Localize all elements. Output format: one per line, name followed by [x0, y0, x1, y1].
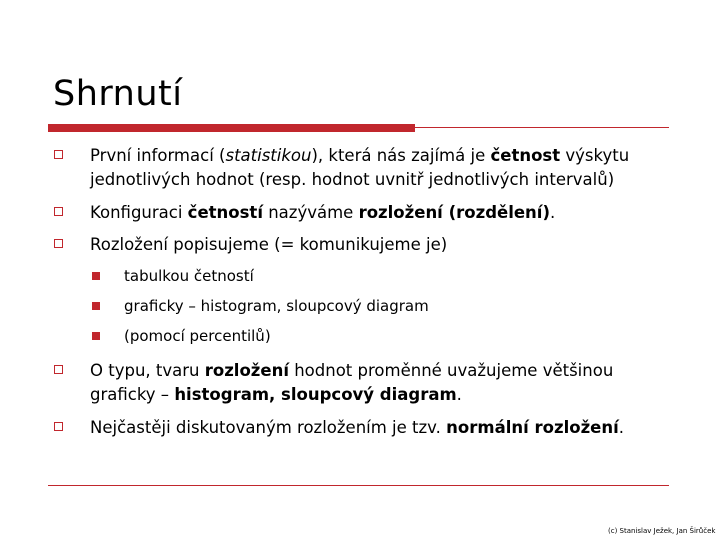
sub-bullet-text: graficky – histogram, sloupcový diagram	[124, 297, 429, 315]
text-run: O typu, tvaru	[90, 361, 205, 380]
text-run: První informací (	[90, 146, 226, 165]
bullet-5	[53, 416, 673, 440]
sub-bullet-1	[92, 265, 652, 287]
text-run: Rozložení popisujeme (= komunikujeme je)	[90, 235, 448, 254]
text-run: nazýváme	[262, 203, 359, 222]
sub-bullet-2	[92, 295, 652, 317]
italic-text-run: statistikou	[225, 146, 312, 165]
sub-bullet-text: tabulkou četností	[124, 267, 254, 285]
bullet-text	[90, 201, 673, 225]
filled-square-bullet-icon	[92, 272, 100, 280]
sub-bullet-3	[92, 325, 652, 347]
bullet-text	[90, 233, 673, 257]
slide-title: Shrnutí	[53, 74, 183, 114]
text-run: .	[456, 385, 462, 404]
title-underline	[415, 127, 669, 128]
text-run: .	[550, 203, 556, 222]
text-run: ), která nás zajímá je	[311, 146, 491, 165]
text-run: hodnot proměnné uvažujeme většinou graficky –	[90, 361, 614, 404]
hollow-square-bullet-icon	[54, 239, 63, 248]
hollow-square-bullet-icon	[54, 207, 63, 216]
bullet-1	[53, 144, 673, 192]
bullet-text	[90, 359, 673, 407]
filled-square-bullet-icon	[92, 302, 100, 310]
sub-bullet-text: (pomocí percentilů)	[124, 327, 271, 345]
bold-text-run: rozložení (rozdělení)	[358, 203, 550, 222]
text-run: Konfiguraci	[90, 203, 188, 222]
footer-divider	[48, 485, 669, 486]
bullet-text	[90, 416, 673, 440]
filled-square-bullet-icon	[92, 332, 100, 340]
text-run: výskytu jednotlivých hodnot (resp. hodnot uvnitř jednotlivých intervalů)	[90, 146, 630, 189]
text-run: Nejčastěji diskutovaným rozložením je tzv.	[90, 418, 447, 437]
text-run: .	[618, 418, 625, 437]
bullet-3	[53, 233, 673, 257]
title-accent-bar	[48, 124, 415, 132]
bold-text-run: rozložení	[204, 361, 289, 380]
bullet-text	[90, 144, 673, 192]
hollow-square-bullet-icon	[54, 150, 63, 159]
bold-text-run: normální rozložení	[446, 418, 619, 437]
footer-copyright: (c) Stanislav Ježek, Jan Širůček	[608, 527, 716, 535]
bold-text-run: histogram, sloupcový diagram	[174, 385, 457, 404]
hollow-square-bullet-icon	[54, 365, 63, 374]
bullet-2	[53, 201, 673, 225]
hollow-square-bullet-icon	[54, 422, 63, 431]
bold-text-run: četnost	[490, 146, 561, 165]
bold-text-run: četností	[187, 203, 263, 222]
bullet-4	[53, 359, 673, 407]
